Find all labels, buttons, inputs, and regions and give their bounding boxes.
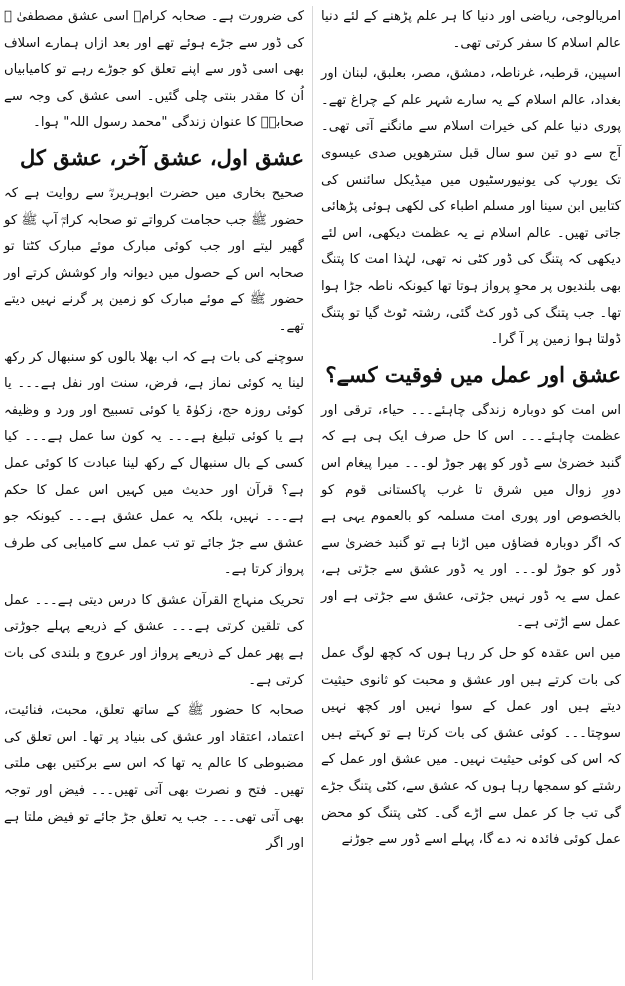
- paragraph-cities-of-knowledge: اسپین، قرطبہ، غرناطہ، دمشق، مصر، بعلبق، لبنان اور بغداد، عالم اسلام کے یہ سارے شہر علم کے چراغ تھے۔ پوری دنیا علم کی خیرات اسلام سے مانگنے آتی تھی۔ آج سے دو تین سو سال قبل سترھویں صدی عیسوی تک یورپ کی یونیورسٹیوں میں میڈیکل سائنس کی کتابیں ابن سینا اور مسلم اطباء کی لکھی ہوئی پڑھائی جاتی تھیں۔ عالم اسلام نے یہ عظمت دیکھی، اس لئے دیکھی کہ پتنگ کی ڈور کٹی نہ تھی، لہٰذا امت کا پتنگ بھی بلندیوں پر محوِ پرواز ہوتا تھا کیونکہ ناطہ جڑا ہوا تھا۔ جب پتنگ کی ڈور کٹ گئی، رشتہ ٹوٹ گیا تو پتنگ ڈولتا ہوا زمین پر آ گرا۔: [321, 66, 621, 348]
- paragraph-companions-thread: کی ضرورت ہے۔ صحابہ کرامؓ اسی عشق مصطفیٰ ﷺ کی ڈور سے جڑے ہوئے تھے اور بعد ازاں ہمارے اسلاف بھی اسی ڈور سے اپنے تعلق کو جوڑے رہے تو کامیابیاں اُن کا مقدر بنتی چلی گئیں۔ اسی عشق کی وجہ سے صحابہؓ کا عنوان زندگی "محمد رسول اللہ" ہوا۔: [4, 9, 304, 131]
- paragraph-companions-relationship: صحابہ کا حضور ﷺ کے ساتھ تعلق، محبت، فنائیت، اعتماد، اعتقاد اور عشق کی بنیاد پر تھا۔ اس تعلق کی مضبوطی کا عالم یہ تھا کہ اس سے برکتیں بھی ملتی تھیں۔ فتح و نصرت بھی آتی تھیں۔۔۔ فیض اور توجہ بھی آتی تھی۔۔۔ جب یہ تعلق جڑ جائے تو فیض ملتا ہے اور اگر: [4, 703, 304, 852]
- paragraph-minhaj-movement: تحریک منہاج القرآن عشق کا درس دیتی ہے۔۔۔ عمل کی تلقین کرتی ہے۔۔۔ عشق کے ذریعے پہلے جوڑتی ہے پھر عمل کے ذریعے پرواز اور عروج و بلندی کی بات کرتی ہے۔: [4, 592, 304, 688]
- right-column: [321, 4, 621, 858]
- heading-love-vs-action: عشق اور عمل میں فوقیت کسے؟: [325, 361, 621, 387]
- paragraph-solving-the-knot: میں اس عقدہ کو حل کر رہا ہوں کہ کچھ لوگ عمل کی بات کرتے ہیں اور عشق و محبت کو ثانوی حیثیت دیتے ہیں اور عمل کے سوا نہیں اور کچھ نہیں سوچتا۔۔۔ کوئی عشق کی بات کرتا ہے تو کہتے ہیں کہ اس کی کوئی حیثیت نہیں۔ میں عشق اور عمل کے رشتے کو سمجھا رہا ہوں کہ عشق سے، کٹی پتنگ جڑے گی تب جا کر عمل سے اڑے گی۔ کٹی پتنگ کو محض عمل کوئی فائدہ نہ دے گا، پہلے اسے ڈور سے جوڑنے: [321, 646, 621, 848]
- paragraph-thinking-about-hair: سوچنے کی بات ہے کہ اب بھلا بالوں کو سنبھال کر رکھ لینا یہ کوئی نماز ہے، فرض، سنت اور نفل ہے۔۔۔ یا کوئی روزہ حج، زکوٰۃ یا کوئی تسبیح اور ورد و وظیفہ ہے یا کوئی تبلیغ ہے۔۔۔ یہ کون سا عمل ہے۔۔۔ کیا کسی کے بال سنبھال کے رکھ لینا عبادت کا کوئی عمل ہے؟ قرآن اور حدیث میں کہیں اس عمل کا حکم ہے۔۔۔ نہیں، بلکہ یہ عمل عشق ہے۔۔۔ کیونکہ جو عشق سے جڑ جائے تو تب عمل سے کامیابی کی طرف پرواز کرتا ہے۔: [4, 349, 304, 578]
- heading-love-first-last-all: عشق اول، عشق آخر، عشق کل: [20, 144, 304, 170]
- left-column: [4, 4, 304, 862]
- paragraph-islamic-science-world: امریالوجی، ریاضی اور دنیا کا ہر علم پڑھنے کے لئے دنیا عالم اسلام کا سفر کرتی تھی۔: [321, 9, 621, 51]
- paragraph-ummah-needs-life: اس امت کو دوبارہ زندگی چاہئے۔۔۔ حیاء، ترقی اور عظمت چاہئے۔۔۔ اس کا حل صرف ایک ہی ہے کہ گنبد خضریٰ سے ڈور کو پھر جوڑ لو۔۔۔ میرا پیغام اس دورِ زوال میں شرق تا غرب پاکستانی قوم کو بالخصوص اور پوری امت مسلمہ کو بالعموم یہی ہے کہ اگر دوبارہ فضاؤں میں اڑنا ہے تو گنبد خضریٰ سے ڈور کو جوڑ لو۔۔۔ اور یہ ڈور عشق سے جڑتی ہے، عمل سے یہ ڈور نہیں جڑتی، عشق سے جڑتی ہے اور عمل سے اڑتی ہے۔: [321, 402, 621, 631]
- column-divider: [312, 6, 313, 980]
- paragraph-bukhari-narration: صحیح بخاری میں حضرت ابوہریرہؓ سے روایت ہے کہ حضور ﷺ جب حجامت کرواتے تو صحابہ کرامؓ آپ ﷺ کو گھیر لیتے اور جب کوئی مبارک موئے مبارک کٹتا تو صحابہ اس کے حصول میں دیوانہ وار کوشش کرتے اور حضور ﷺ کے موئے مبارک کو زمین پر گرنے نہیں دیتے تھے۔: [4, 185, 304, 334]
